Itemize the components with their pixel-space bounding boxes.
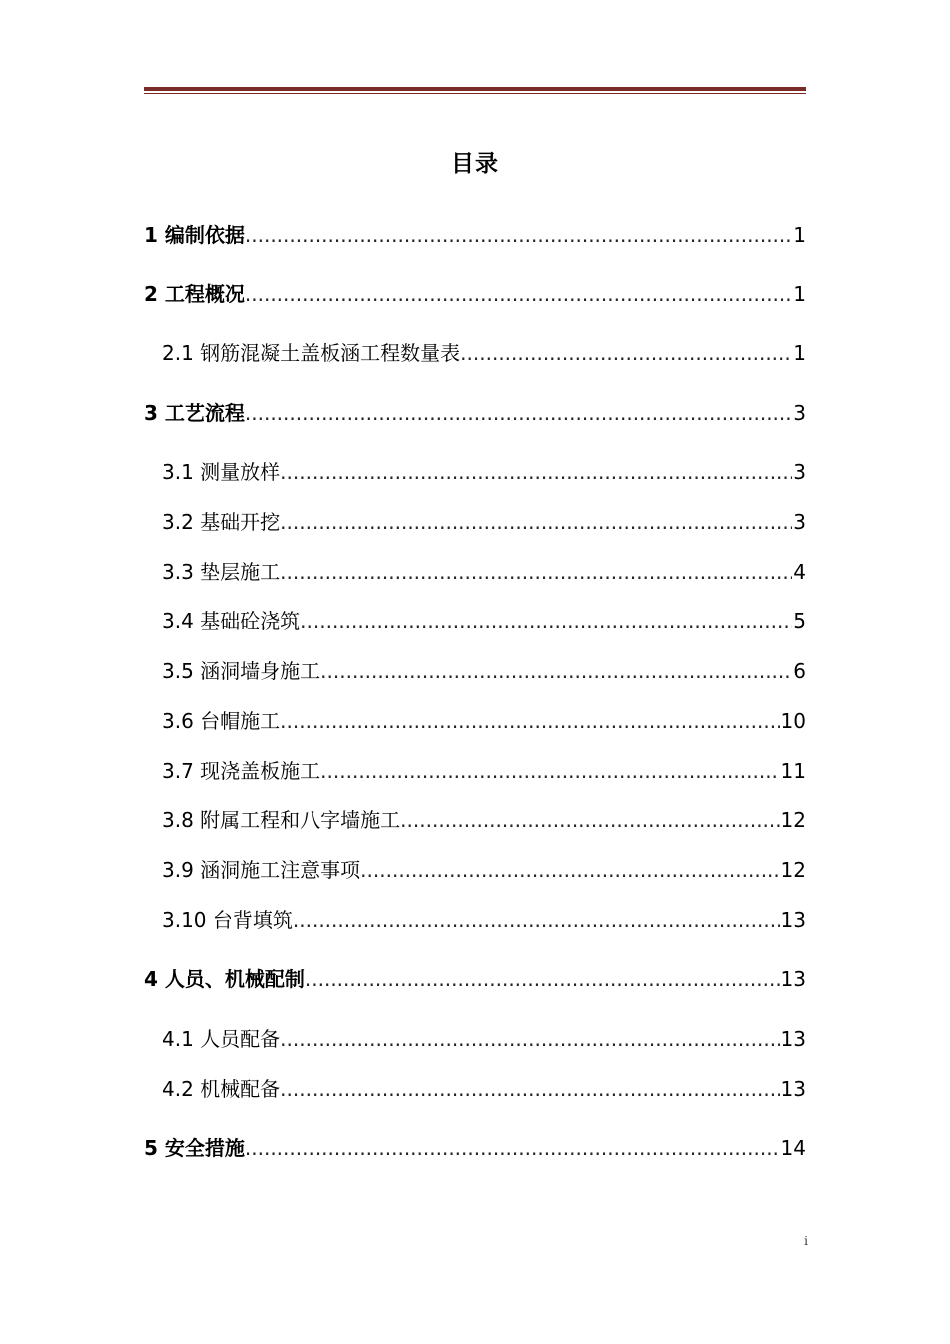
toc-entry[interactable] xyxy=(162,340,806,366)
toc-entry[interactable] xyxy=(162,857,806,883)
toc-entry-label: 3.2 基础开挖 xyxy=(162,510,281,534)
toc-dot-leader xyxy=(320,758,779,784)
toc-dot-leader xyxy=(245,1135,780,1161)
toc-entry[interactable] xyxy=(162,509,806,535)
toc-dot-leader xyxy=(400,807,779,833)
toc-entry-page: 13 xyxy=(780,1027,806,1051)
toc-entry-page: 10 xyxy=(780,709,806,733)
toc-entry[interactable] xyxy=(162,608,806,634)
toc-entry-page: 1 xyxy=(793,282,806,306)
toc-dot-leader xyxy=(245,400,792,426)
toc-entry[interactable] xyxy=(162,708,806,734)
toc-entry-page: 12 xyxy=(780,808,806,832)
toc-entry-label: 3.3 垫层施工 xyxy=(162,560,281,584)
toc-entry-page: 13 xyxy=(780,1077,806,1101)
toc-entry-page: 3 xyxy=(793,510,806,534)
toc-entry-page: 13 xyxy=(780,967,806,991)
toc-dot-leader xyxy=(320,658,792,684)
toc-dot-leader xyxy=(280,1076,779,1102)
toc-entry-label: 2.1 钢筋混凝土盖板涵工程数量表 xyxy=(162,341,461,365)
toc-entry[interactable] xyxy=(144,222,806,248)
toc-dot-leader xyxy=(305,966,780,992)
toc-dot-leader xyxy=(360,857,779,883)
toc-entry[interactable] xyxy=(144,1135,806,1161)
toc-entry-page: 5 xyxy=(793,609,806,633)
toc-entry-label: 4.1 人员配备 xyxy=(162,1027,281,1051)
toc-entry-page: 3 xyxy=(793,401,806,425)
toc-dot-leader xyxy=(245,222,792,248)
header-rule xyxy=(144,87,806,95)
toc-dot-leader xyxy=(300,608,792,634)
toc-entry-page: 3 xyxy=(793,460,806,484)
toc-entry[interactable] xyxy=(162,658,806,684)
toc-entry-page: 4 xyxy=(793,560,806,584)
toc-entry[interactable] xyxy=(162,907,806,933)
toc-title: 目录 xyxy=(451,151,499,177)
toc-entry-label: 5 安全措施 xyxy=(144,1136,245,1160)
toc-entry[interactable] xyxy=(162,559,806,585)
toc-dot-leader xyxy=(280,459,792,485)
toc-entry-label: 4 人员、机械配制 xyxy=(144,967,305,991)
toc-dot-leader xyxy=(280,708,779,734)
toc-entry[interactable] xyxy=(144,281,806,307)
toc-entry[interactable] xyxy=(162,807,806,833)
toc-entry-label: 3.1 测量放样 xyxy=(162,460,281,484)
toc-entry-label: 3.6 台帽施工 xyxy=(162,709,281,733)
toc-entry-page: 6 xyxy=(793,659,806,683)
toc-entry-page: 11 xyxy=(780,759,806,783)
toc-entry[interactable] xyxy=(162,1076,806,1102)
toc-entry[interactable] xyxy=(144,400,806,426)
page-number: i xyxy=(804,1234,808,1248)
header-rule-thick-line xyxy=(144,87,806,91)
toc-entry-label: 3.10 台背填筑 xyxy=(162,908,293,932)
toc-entry-label: 2 工程概况 xyxy=(144,282,245,306)
toc-dot-leader xyxy=(280,1026,779,1052)
toc-entry-label: 3.8 附属工程和八字墙施工 xyxy=(162,808,401,832)
toc-entry-label: 3.7 现浇盖板施工 xyxy=(162,759,321,783)
toc-entry-page: 13 xyxy=(780,908,806,932)
toc-entry-page: 12 xyxy=(780,858,806,882)
toc-entry-label: 3 工艺流程 xyxy=(144,401,245,425)
toc-dot-leader xyxy=(280,509,792,535)
toc-dot-leader xyxy=(245,281,792,307)
header-rule-thin-line xyxy=(144,93,806,94)
toc-entry-label: 4.2 机械配备 xyxy=(162,1077,281,1101)
toc-entry[interactable] xyxy=(144,966,806,992)
toc-entry[interactable] xyxy=(162,1026,806,1052)
toc-dot-leader xyxy=(280,559,792,585)
toc-entry-label: 3.5 涵洞墙身施工 xyxy=(162,659,321,683)
toc-entry-label: 3.9 涵洞施工注意事项 xyxy=(162,858,361,882)
toc-entry-label: 1 编制依据 xyxy=(144,223,245,247)
toc-dot-leader xyxy=(293,907,780,933)
toc-entry[interactable] xyxy=(162,459,806,485)
toc-dot-leader xyxy=(460,340,792,366)
toc-entry[interactable] xyxy=(162,758,806,784)
toc-entry-page: 1 xyxy=(793,341,806,365)
toc-entry-page: 1 xyxy=(793,223,806,247)
toc-entry-label: 3.4 基础砼浇筑 xyxy=(162,609,301,633)
toc-entry-page: 14 xyxy=(780,1136,806,1160)
